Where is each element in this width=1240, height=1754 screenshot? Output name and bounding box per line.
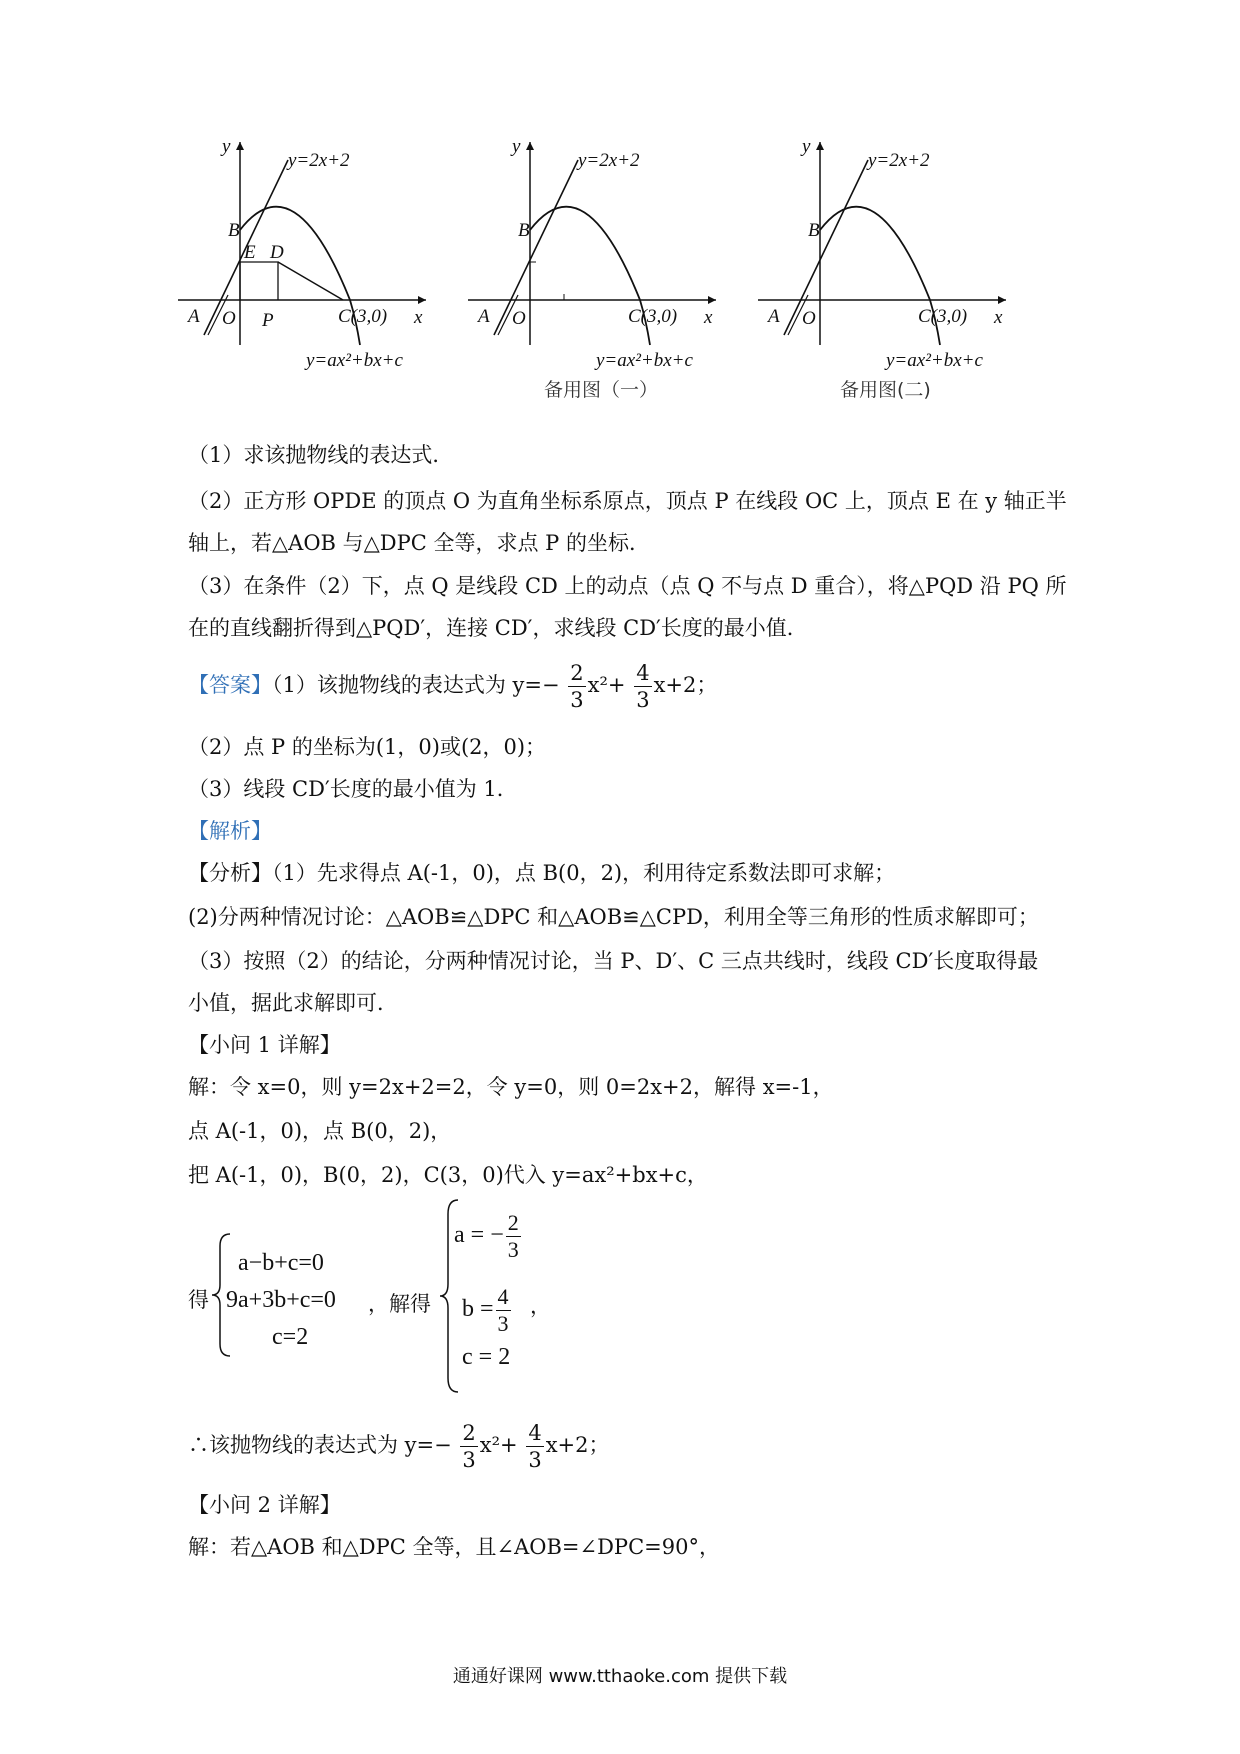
label-line: y=2x+2 [288, 150, 350, 171]
analysis-1: 【分析】（1）先求得点 A(-1，0)，点 B(0，2)，利用待定系数法即可求解； [188, 861, 896, 885]
answer-2: （2）点 P 的坐标为(1，0)或(2，0)； [188, 735, 547, 759]
figure-main [188, 136, 488, 440]
label-o: O [802, 308, 816, 329]
fraction: $\frac{2}{3}$ [462, 1421, 476, 1472]
question-3-line2: 在的直线翻折得到△PQD′，连接 CD′，求线段 CD′长度的最小值． [188, 616, 808, 640]
answer-1: 【答案】（1）该抛物线的表达式为 y=− $\frac{2}{3}$ x²+ $\frac{4}{3}$ x+2； [188, 661, 718, 712]
sub-question-2-title: 【小问 2 详解】 [188, 1493, 341, 1517]
label-b: B [518, 220, 530, 241]
analysis-3-line2: 小值，据此求解即可． [188, 991, 398, 1015]
fraction: $\frac{2}{3}$ [570, 661, 584, 712]
question-2-line2: 轴上，若△AOB 与△DPC 全等，求点 P 的坐标． [188, 531, 650, 555]
step-4: 解：若△AOB 和△DPC 全等，且∠AOB=∠DPC=90°， [188, 1535, 720, 1559]
equation-1: a−b+c=0 [238, 1250, 324, 1276]
label-c: C(3,0) [338, 306, 388, 327]
footer: 通通好课网 www.tthaoke.com 提供下载 [452, 1666, 788, 1687]
answer-1-prefix: （1）该抛物线的表达式为 y=− [272, 673, 560, 697]
label-parabola: y=ax²+bx+c [596, 350, 693, 371]
label-line: y=2x+2 [868, 150, 930, 171]
conclusion: ∴该抛物线的表达式为 y=− $\frac{2}{3}$ x²+ $\frac{4}{3}$ x+2； [188, 1421, 610, 1472]
label-a: A [188, 306, 200, 327]
label-x: x [994, 307, 1003, 328]
label-e: E [244, 242, 256, 263]
question-1: （1）求该抛物线的表达式． [188, 443, 454, 467]
label-y: y [802, 136, 811, 157]
label-y: y [512, 136, 521, 157]
label-b: B [808, 220, 820, 241]
fraction: $\frac{4}{3}$ [636, 661, 650, 712]
label-y: y [222, 136, 231, 157]
caption: 备用图（一） [544, 379, 659, 401]
label-parabola: y=ax²+bx+c [306, 350, 403, 371]
analysis-2: (2)分两种情况讨论：△AOB≌△DPC 和△AOB≌△CPD，利用全等三角形的性质求解即可； [188, 905, 1039, 929]
equation-2: 9a+3b+c=0 [226, 1287, 336, 1313]
label-x: x [414, 307, 423, 328]
label-d: D [270, 242, 284, 263]
square-opde [240, 262, 278, 300]
label-o: O [512, 308, 526, 329]
analysis-tag: 【解析】 [188, 819, 272, 843]
caption: 备用图(二) [840, 379, 931, 401]
label-parabola: y=ax²+bx+c [886, 350, 983, 371]
label-p: P [262, 310, 274, 331]
step-2: 点 A(-1，0)，点 B(0，2)， [188, 1119, 452, 1143]
equation-3: c=2 [272, 1324, 309, 1350]
label-a: A [478, 306, 490, 327]
line-y2x2 [494, 160, 578, 335]
label-a: A [768, 306, 780, 327]
label-c: C(3,0) [628, 306, 678, 327]
label-c: C(3,0) [918, 306, 968, 327]
label-x: x [704, 307, 713, 328]
answer-3: （3）线段 CD′长度的最小值为 1． [188, 777, 518, 801]
answer-tag: 【答案】 [188, 673, 272, 697]
sub-question-1-title: 【小问 1 详解】 [188, 1033, 341, 1057]
label-b: B [228, 220, 240, 241]
label-line: y=2x+2 [578, 150, 640, 171]
step-1: 解：令 x=0，则 y=2x+2=2，令 y=0，则 0=2x+2，解得 x=-1， [188, 1075, 834, 1099]
sys-de: 得 [188, 1288, 209, 1312]
fraction: $\frac{4}{3}$ [528, 1421, 542, 1472]
step-3: 把 A(-1，0)，B(0，2)，C(3，0)代入 y=ax²+bx+c， [188, 1163, 708, 1187]
figure-alt1 [478, 136, 778, 440]
question-2-line1: （2）正方形 OPDE 的顶点 O 为直角坐标系原点，顶点 P 在线段 OC 上，顶点 E 在 y 轴正半 [188, 489, 1067, 513]
label-o: O [222, 308, 236, 329]
question-3-line1: （3）在条件（2）下，点 Q 是线段 CD 上的动点（点 Q 不与点 D 重合），将△PQD 沿 PQ 所 [188, 574, 1067, 598]
analysis-3-line1: （3）按照（2）的结论，分两种情况讨论，当 P、D′、C 三点共线时，线段 CD′长度取得最 [188, 949, 1039, 973]
solution-c: c = 2 [462, 1344, 511, 1370]
line-y2x2 [784, 160, 868, 335]
figure-alt2 [768, 136, 1068, 440]
sys-mid: ，解得 [368, 1292, 431, 1316]
solution-b: b = $\frac{4}{3}$ [462, 1284, 509, 1336]
segment-dc [278, 262, 343, 300]
solution-end: ， [530, 1294, 551, 1318]
solution-a: a = − $\frac{2}{3}$ [454, 1210, 519, 1262]
